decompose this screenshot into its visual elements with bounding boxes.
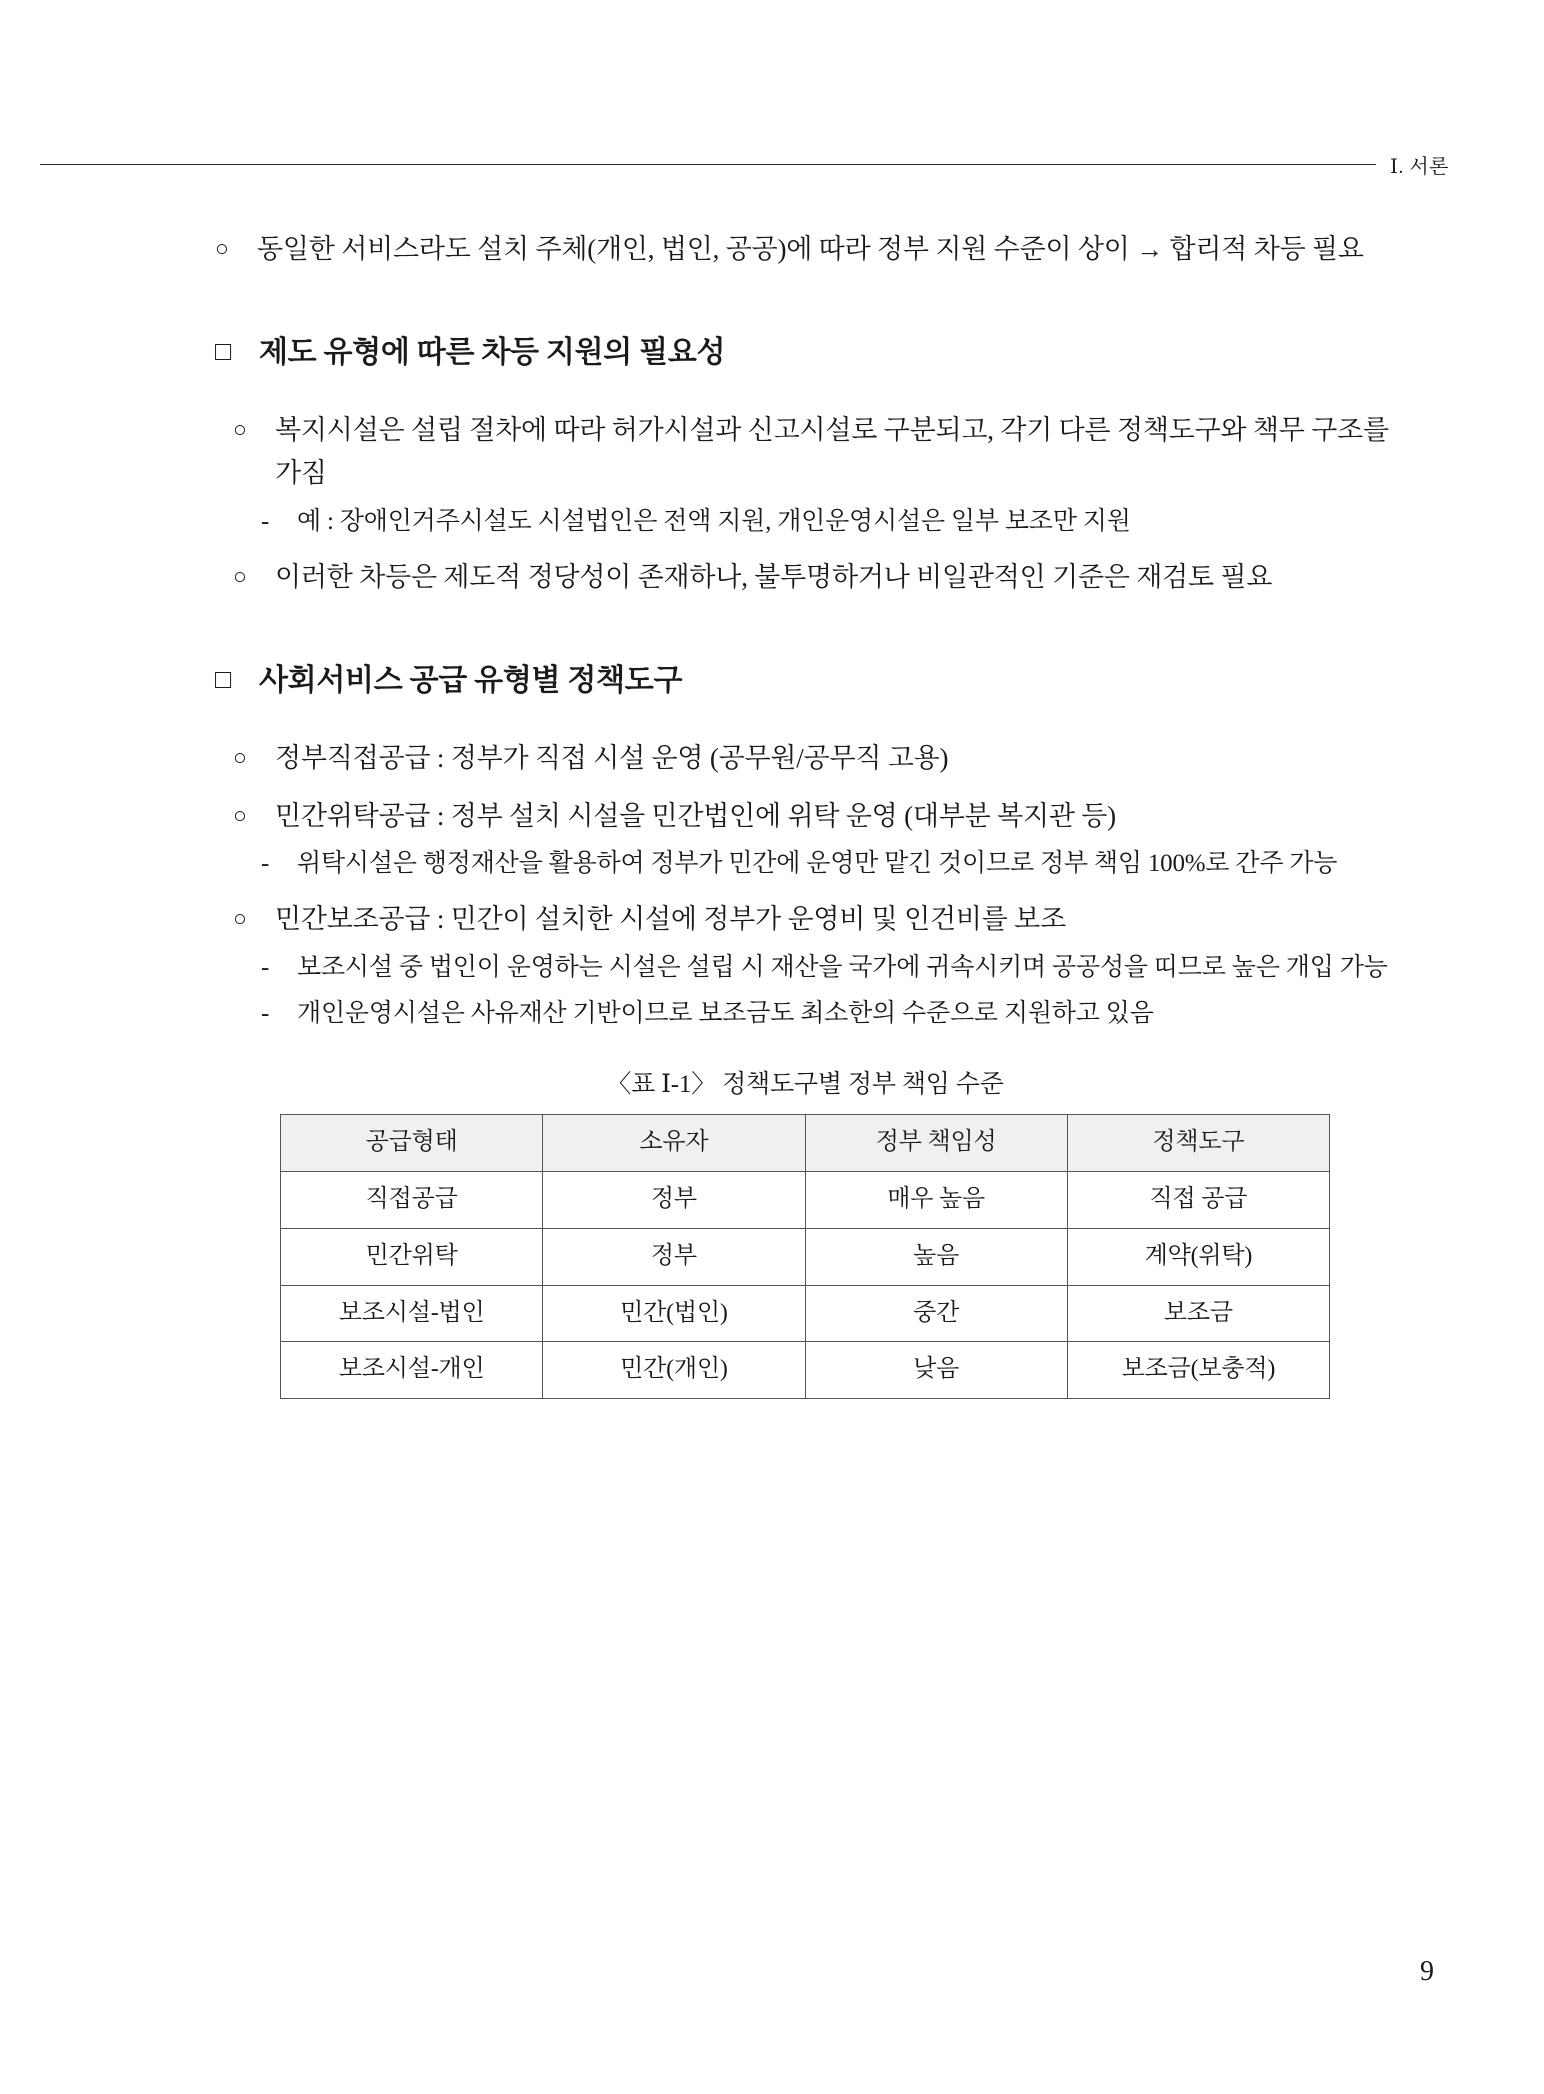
table-cell: 민간(법인) [543, 1285, 805, 1342]
table-cell: 직접공급 [281, 1171, 543, 1228]
table-cell: 중간 [805, 1285, 1067, 1342]
table-body [281, 1171, 1330, 1398]
sub-list-item [261, 502, 1395, 542]
list-item-text: 민간위탁공급 : 정부 설치 시설을 민간법인에 위탁 운영 (대부분 복지관 등) [275, 800, 1116, 831]
table-cell: 보조시설-개인 [281, 1342, 543, 1399]
policy-tool-table [280, 1114, 1330, 1399]
list-item-text: 복지시설은 설립 절차에 따라 허가시설과 신고시설로 구분되고, 각기 다른 정책도구와 책무 구조를 가짐 [275, 414, 1389, 489]
section-heading [215, 658, 1395, 703]
dash-marker-icon: - [261, 850, 270, 878]
list-item [233, 795, 1395, 839]
list-item-text: 민간보조공급 : 민간이 설치한 시설에 정부가 운영비 및 인건비를 보조 [275, 904, 1066, 935]
list-item [233, 898, 1395, 942]
table-head [281, 1115, 1330, 1172]
table-cell: 계약(위탁) [1067, 1228, 1329, 1285]
square-marker-icon: □ [215, 663, 232, 694]
circle-marker-icon: ○ [233, 802, 247, 828]
dash-marker-icon: - [261, 508, 270, 536]
dash-marker-icon: - [261, 954, 270, 982]
list-item [215, 228, 1395, 272]
table-cell: 보조금 [1067, 1285, 1329, 1342]
table-cell: 정부 [543, 1228, 805, 1285]
sub-list-item-text: 보조시설 중 법인이 운영하는 시설은 설립 시 재산을 국가에 귀속시키며 공공성을 띠므로 높은 개입 가능 [297, 954, 1388, 982]
table-row [281, 1171, 1330, 1228]
sub-list-item-text: 위탁시설은 행정재산을 활용하여 정부가 민간에 운영만 맡긴 것이므로 정부 책임 100%로 간주 가능 [297, 850, 1338, 878]
table-header-cell: 정책도구 [1067, 1115, 1329, 1172]
page-number: 9 [1420, 1956, 1434, 1987]
list-item [233, 556, 1395, 600]
table-row [281, 1342, 1330, 1399]
table-header-cell: 소유자 [543, 1115, 805, 1172]
spacer [215, 542, 1395, 556]
section-heading [215, 330, 1395, 375]
table-cell: 민간(개인) [543, 1342, 805, 1399]
spacer [215, 600, 1395, 658]
spacer [215, 272, 1395, 330]
table-header-cell: 정부 책임성 [805, 1115, 1067, 1172]
sub-list-item [261, 948, 1395, 988]
table-cell: 매우 높음 [805, 1171, 1067, 1228]
list-item [233, 409, 1395, 496]
circle-marker-icon: ○ [233, 564, 247, 590]
spacer [215, 379, 1395, 409]
table-header-cell: 공급형태 [281, 1115, 543, 1172]
table-cell: 낮음 [805, 1342, 1067, 1399]
circle-marker-icon: ○ [233, 906, 247, 932]
list-item-text: 정부직접공급 : 정부가 직접 시설 운영 (공무원/공무직 고용) [275, 742, 949, 773]
spacer [215, 707, 1395, 737]
table-cell: 보조시설-법인 [281, 1285, 543, 1342]
table-header-row [281, 1115, 1330, 1172]
spacer [215, 884, 1395, 898]
sub-list-item-text: 개인운영시설은 사유재산 기반이므로 보조금도 최소한의 수준으로 지원하고 있음 [297, 1000, 1154, 1028]
table-row [281, 1228, 1330, 1285]
running-head-rule [40, 164, 1376, 165]
circle-marker-icon: ○ [215, 236, 229, 261]
sub-list-item [261, 994, 1395, 1034]
list-item-text: 이러한 차등은 제도적 정당성이 존재하나, 불투명하거나 비일관적인 기준은 재검토 필요 [275, 562, 1273, 593]
sub-list-item [261, 844, 1395, 884]
table-cell: 정부 [543, 1171, 805, 1228]
table-cell: 민간위탁 [281, 1228, 543, 1285]
running-head-label: Ⅰ. 서론 [1389, 156, 1449, 178]
spacer [215, 1034, 1395, 1064]
section-heading-text: 제도 유형에 따른 차등 지원의 필요성 [259, 335, 726, 369]
list-item-text: 동일한 서비스라도 설치 주체(개인, 법인, 공공)에 따라 정부 지원 수준이 상이 → 합리적 차등 필요 [257, 234, 1364, 264]
spacer [215, 781, 1395, 795]
sub-list-item-text: 예 : 장애인거주시설도 시설법인은 전액 지원, 개인운영시설은 일부 보조만 지원 [297, 508, 1131, 536]
square-marker-icon: □ [215, 335, 232, 366]
running-head [40, 150, 1449, 179]
table-caption: 〈표 Ⅰ-1〉 정책도구별 정부 책임 수준 [606, 1071, 1004, 1099]
section-heading-text: 사회서비스 공급 유형별 정책도구 [259, 663, 683, 697]
page-content [215, 228, 1395, 1399]
circle-marker-icon: ○ [233, 416, 247, 442]
table-cell: 직접 공급 [1067, 1171, 1329, 1228]
list-item [233, 737, 1395, 781]
circle-marker-icon: ○ [233, 744, 247, 770]
table-cell: 보조금(보충적) [1067, 1342, 1329, 1399]
table-cell: 높음 [805, 1228, 1067, 1285]
table-row [281, 1285, 1330, 1342]
dash-marker-icon: - [261, 1000, 270, 1028]
